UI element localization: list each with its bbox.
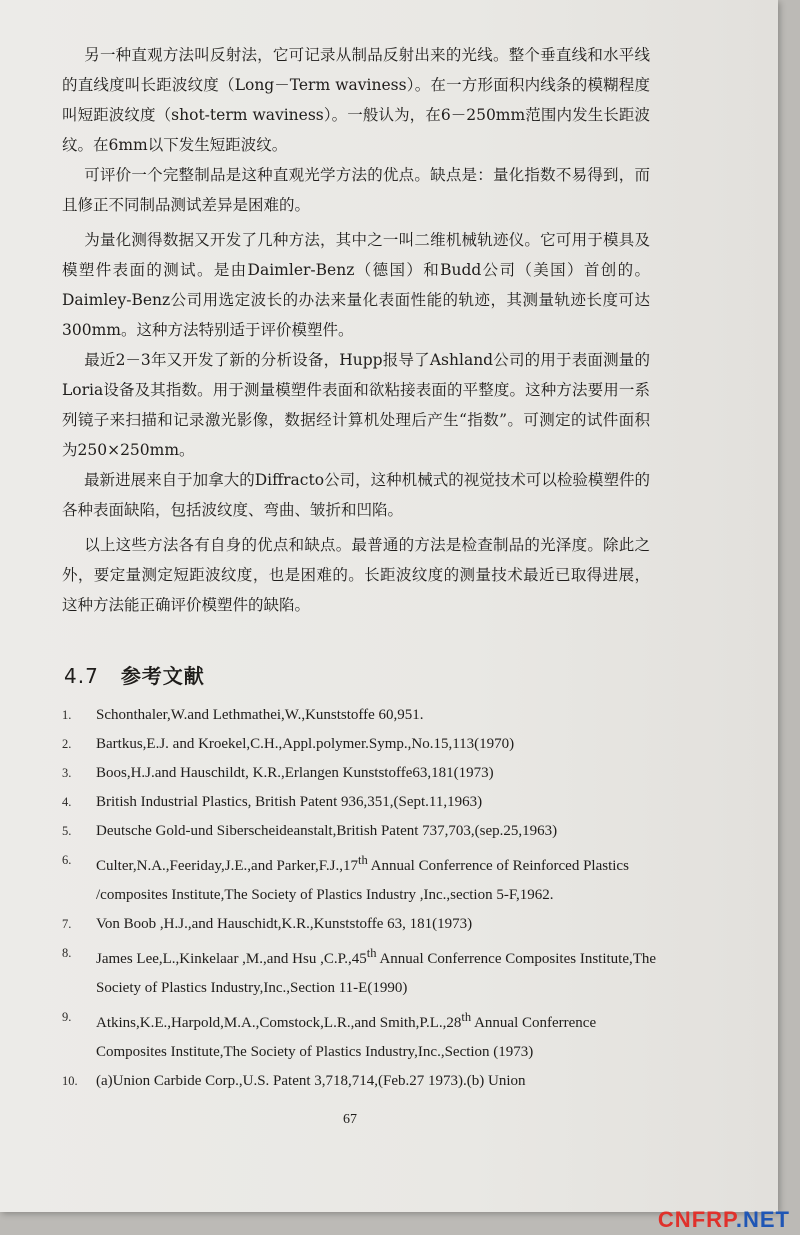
paragraph-reflection-method: 另一种直观方法叫反射法，它可记录从制品反射出来的光线。整个垂直线和水平线的直线度叫长距波纹度（Long－Term waviness）。在一方形面积内线条的模糊程度叫短距波纹度（shot-term waviness）。一般认为，在6－250mm范围内发生长距波纹。在6mm以下发生短距波纹。: [62, 46, 650, 154]
reference-item: 5. Deutsche Gold-und Siberscheideanstalt,British Patent 737,703,(sep.25,1963): [62, 823, 558, 839]
reference-item: 10. (a)Union Carbide Corp.,U.S. Patent 3,718,714,(Feb.27 1973).(b) Union: [62, 1073, 526, 1089]
paragraph-summary: 以上这些方法各有自身的优点和缺点。最普通的方法是检查制品的光泽度。除此之外，要定量测定短距波纹度，也是困难的。长距波纹度的测量技术最近已取得进展，这种方法能正确评价模塑件的缺陷。: [62, 536, 650, 614]
section-title-text: 参考文献: [120, 664, 205, 688]
reference-item: 6. Culter,N.A.,Feeriday,J.E.,and Parker,F.J.,17th Annual Conferrence of Reinforced Plastics /composites Institute,The Society of Plastics Industry ,Inc.,section 5-F,1962.: [62, 853, 629, 903]
section-number: 4.7: [64, 664, 99, 688]
reference-item: 3. Boos,H.J.and Hauschildt, K.R.,Erlangen Kunststoffe63,181(1973): [62, 765, 494, 781]
reference-item: 8. James Lee,L.,Kinkelaar ,M.,and Hsu ,C.P.,45th Annual Conferrence Composites Institute,The Society of Plastics Industry,Inc.,Section 11-E(1990): [62, 946, 657, 996]
reference-list: [62, 701, 662, 1096]
section-heading: [64, 660, 205, 689]
site-watermark: CNFRP.NET: [657, 1207, 790, 1232]
reference-item: 1. Schonthaler,W.and Lethmathei,W.,Kunststoffe 60,951.: [62, 707, 424, 723]
reference-item: 9. Atkins,K.E.,Harpold,M.A.,Comstock,L.R.,and Smith,P.L.,28th Annual Conferrence Composites Institute,The Society of Plastics Industry,Inc.,Section (1973): [62, 1010, 597, 1060]
paragraph-advantages: 可评价一个完整制品是这种直观光学方法的优点。缺点是：量化指数不易得到，而且修正不同制品测试差异是困难的。: [62, 166, 650, 214]
paragraph-track-instrument: 为量化测得数据又开发了几种方法，其中之一叫二维机械轨迹仪。它可用于模具及模塑件表面的测试。是由Daimler-Benz（德国）和Budd公司（美国）首创的。Daimley-Benz公司用选定波长的办法来量化表面性能的轨迹，其测量轨迹长度可达300mm。这种方法特别适于评价模塑件。: [62, 231, 650, 339]
paragraph-diffracto: 最新进展来自于加拿大的Diffracto公司，这种机械式的视觉技术可以检验模塑件的各种表面缺陷，包括波纹度、弯曲、皱折和凹陷。: [62, 471, 650, 519]
reference-item: 2. Bartkus,E.J. and Kroekel,C.H.,Appl.polymer.Symp.,No.15,113(1970): [62, 736, 515, 752]
page-number: 67: [343, 1112, 357, 1127]
paragraph-loria-device: 最近2－3年又开发了新的分析设备，Hupp报导了Ashland公司的用于表面测量的Loria设备及其指数。用于测量模塑件表面和欲粘接表面的平整度。这种方法要用一系列镜子来扫描和记录激光影像，数据经计算机处理后产生“指数”。可测定的试件面积为250×250mm。: [62, 351, 650, 459]
reference-item: 7. Von Boob ,H.J.,and Hauschidt,K.R.,Kunststoffe 63, 181(1973): [62, 916, 473, 932]
reference-item: 4. British Industrial Plastics, British Patent 936,351,(Sept.11,1963): [62, 794, 483, 810]
